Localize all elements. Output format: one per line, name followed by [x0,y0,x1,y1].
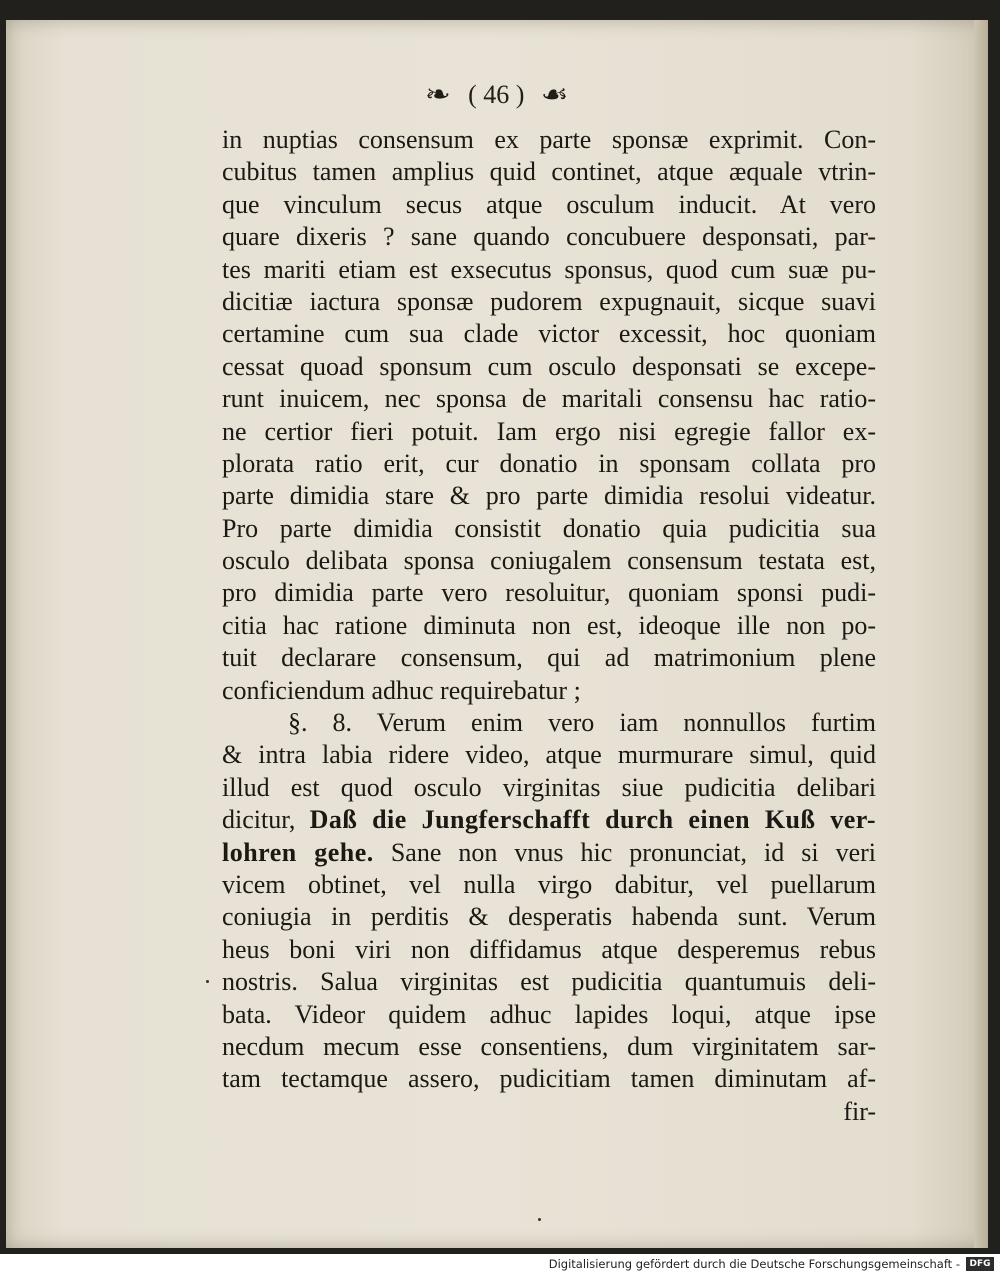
text-line: tam tectamque assero, pudicitiam tamen diminutam af- [222,1064,876,1094]
text-line: certamine cum sua clade victor excessit, hoc quoniam [222,319,876,349]
text-line: cessat quoad sponsum cum osculo desponsati se excepe- [222,351,876,381]
ornament-right-icon: ☙ [540,80,570,109]
text-line: coniugia in perditis & desperatis habenda sunt. Verum [222,902,876,932]
german-line-rest: Sane non vnus hic pronunciat, id si veri [390,837,876,867]
text-line: vicem obtinet, vel nulla virgo dabitur, vel puellarum [222,869,876,899]
text-line: in nuptias consensum ex parte sponsæ exprimit. Con- [222,125,876,154]
german-quote: Daß die Jungferschafft durch einen Kuß ver- [309,805,877,835]
german-quote-line-2 [222,837,876,869]
text-line: tuit declarare consensum, qui ad matrimonium plene [222,643,876,673]
paper-speck [538,1218,541,1221]
text-line: pro dimidia parte vero resoluitur, quoniam sponsi pudi- [222,578,876,608]
text-line: & intra labia ridere video, atque murmurare simul, quid [222,740,876,770]
text-line: heus boni viri non diffidamus atque desperemus rebus [222,934,876,964]
german-quote-line [222,804,876,836]
dfg-logo-icon: DFG [966,1257,994,1271]
text-line: nostris. Salua virginitas est pudicitia quantumuis deli- [222,967,876,997]
paper-speck [206,980,209,983]
section-heading-line: §. 8. Verum enim vero iam nonnullos furtim [288,708,876,738]
funding-notice: Digitalisierung gefördert durch die Deutsche Forschungsgemeinschaft - [548,1257,960,1271]
text-line: que vinculum secus atque osculum inducit. At vero [222,189,876,219]
ornament-left-icon: ❧ [424,80,452,109]
text-line: plorata ratio erit, cur donatio in sponsam collata pro [222,448,876,478]
text-line: tes mariti etiam est exsecutus sponsus, quod cum suæ pu- [222,254,876,284]
text-line: parte dimidia stare & pro parte dimidia resolui videatur. [222,481,876,511]
german-line-prefix: dicitur, [222,805,296,835]
body-text [222,124,876,1128]
text-line: bata. Videor quidem adhuc lapides loqui, atque ipse [222,999,876,1029]
text-line: dicitiæ iactura sponsæ pudorem expugnauit, sicque suavi [222,286,876,316]
text-line: quare dixeris ? sane quando concubuere desponsati, par- [222,222,876,252]
page-number: ( 46 ) [468,80,525,109]
text-line: citia hac ratione diminuta non est, ideoque ille non po- [222,610,876,640]
footer-bar [0,1254,1000,1275]
german-quote-end: lohren gehe. [222,837,374,867]
text-line: Pro parte dimidia consistit donatio quia pudicitia sua [222,513,876,543]
catchword: fir- [843,1096,876,1126]
book-page [6,20,988,1248]
text-line: necdum mecum esse consentiens, dum virginitatem sar- [222,1031,876,1061]
text-line: ne certior fieri potuit. Iam ergo nisi egregie fallor ex- [222,416,876,446]
page-edge [974,20,988,1248]
page-header [6,80,988,110]
text-line: cubitus tamen amplius quid continet, atque æquale vtrin- [222,157,876,187]
text-line: illud est quod osculo virginitas siue pudicitia delibari [222,772,876,802]
text-line: runt inuicem, nec sponsa de maritali consensu hac ratio- [222,384,876,414]
text-line: osculo delibata sponsa coniugalem consensum testata est, [222,546,876,576]
text-line: conficiendum adhuc requirebatur ; [222,675,581,705]
